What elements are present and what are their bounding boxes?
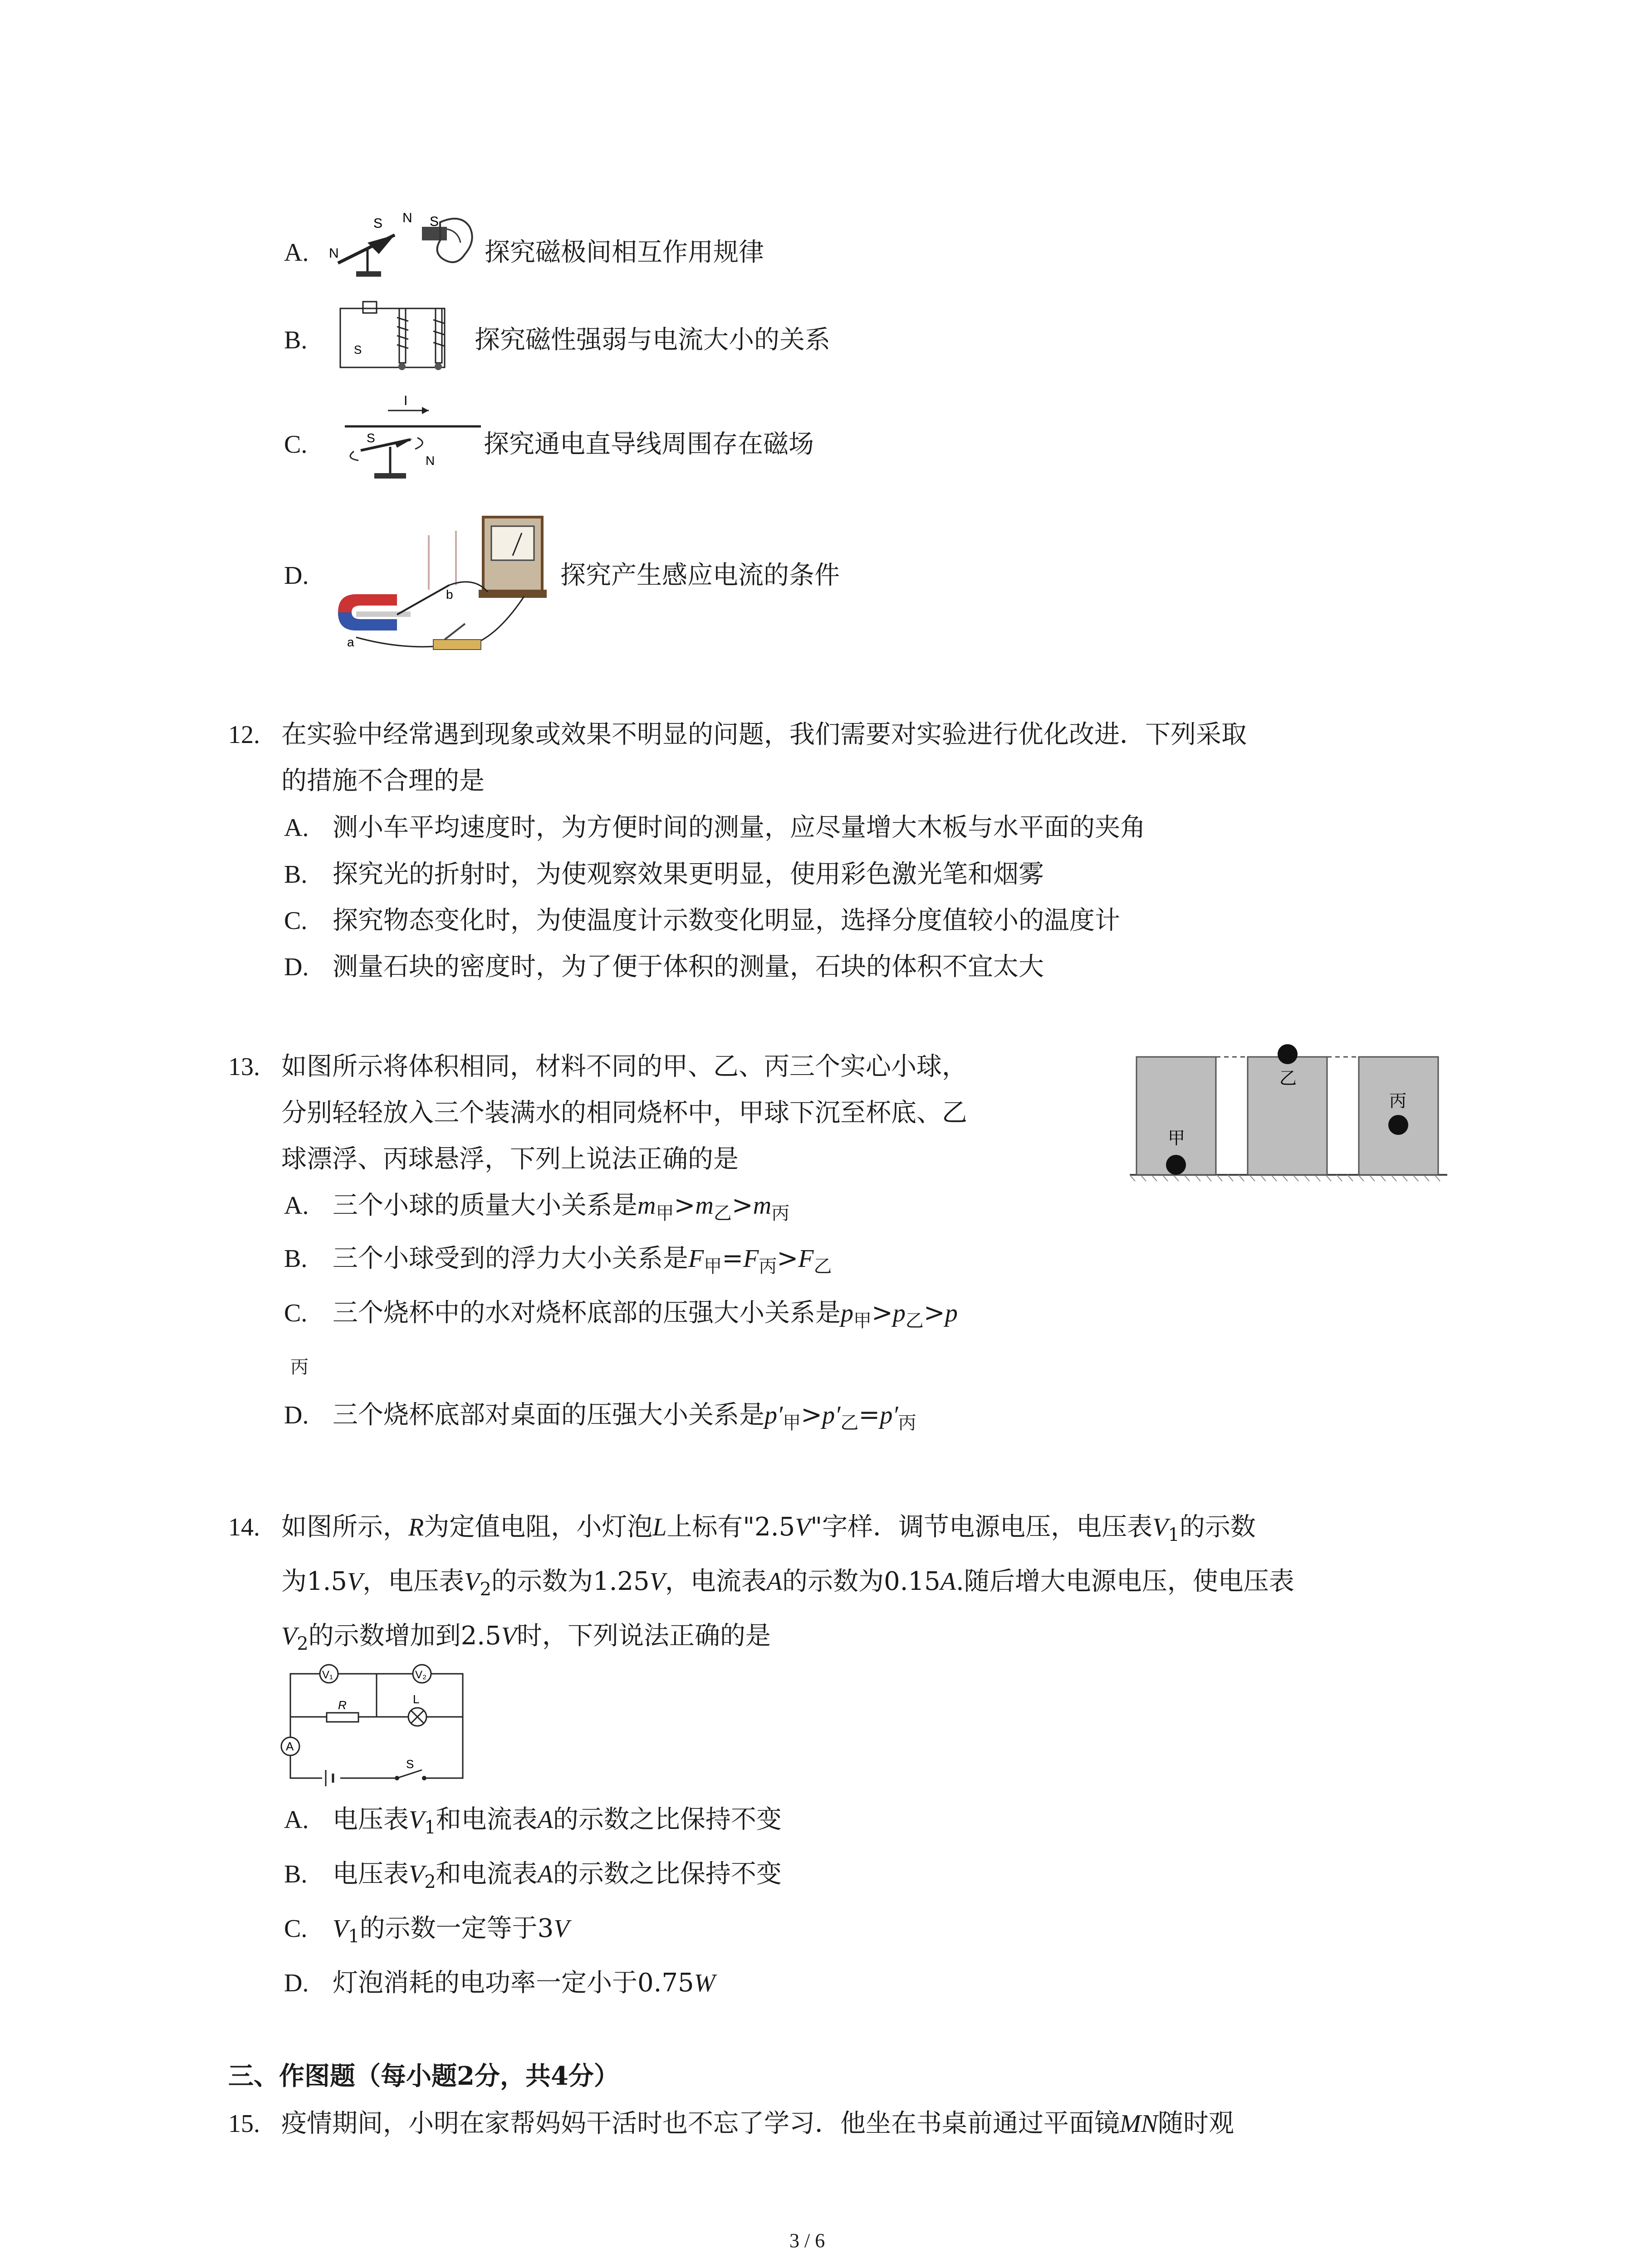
q13-option-c-prefix: 三个烧杯中的水对烧杯底部的压强大小关系是 — [333, 1298, 841, 1328]
text-run: 灯泡消耗的电功率一定小于0.75 — [333, 1968, 694, 1998]
math-subscript: 1 — [348, 1926, 360, 1947]
q11-fig-a-s1: S — [373, 216, 383, 231]
formula-symbol: p — [945, 1299, 958, 1327]
text-run: 为1.5 — [281, 1567, 348, 1596]
formula-symbol: p′ — [764, 1401, 783, 1429]
q15-number: 15. — [228, 2110, 260, 2138]
q14-option-b-label: B. — [284, 1860, 308, 1888]
math-var: MN — [1120, 2110, 1158, 2138]
text-run: 为定值电阻，小灯泡 — [424, 1512, 653, 1542]
q13-stem-line1: 如图所示将体积相同，材料不同的甲、乙、丙三个实心小球， — [281, 1052, 967, 1081]
q11-option-d-text: 探究产生感应电流的条件 — [560, 561, 840, 590]
text-run: 的示数一定等于3 — [359, 1914, 554, 1943]
q13-option-c-wrap: 丙 — [290, 1357, 309, 1378]
text-run: 时，下列说法正确的是 — [516, 1621, 771, 1651]
formula-subscript: 丙 — [771, 1203, 790, 1224]
math-var: V — [281, 1622, 297, 1650]
q15-stem — [281, 2109, 1234, 2138]
formula-symbol: m — [695, 1192, 714, 1220]
formula-subscript: 丙 — [898, 1413, 916, 1434]
text-run: 随时观 — [1158, 2109, 1234, 2138]
text-run: 的示数 — [1179, 1512, 1256, 1542]
formula-symbol: F — [798, 1245, 814, 1273]
q14-stem-line2 — [281, 1567, 1294, 1604]
q11-fig-c-n: N — [426, 454, 435, 468]
formula-subscript: 乙 — [813, 1256, 832, 1277]
q13-option-d-label: D. — [284, 1401, 309, 1429]
q12-stem-line1: 在实验中经常遇到现象或效果不明显的问题，我们需要对实验进行优化改进．下列采取 — [281, 720, 1247, 749]
formula-subscript: 丙 — [759, 1256, 777, 1277]
math-subscript: 2 — [297, 1633, 309, 1655]
q12-option-b-text: 探究光的折射时，为使观察效果更明显，使用彩色激光笔和烟雾 — [333, 860, 1044, 889]
math-var: V — [501, 1622, 517, 1650]
q14-stem-line1 — [281, 1513, 1256, 1549]
q14-stem-line3 — [281, 1622, 771, 1658]
q14-number: 14. — [228, 1513, 260, 1541]
q14-circuit-l: L — [413, 1692, 420, 1706]
text-run: "字样．调节电源电压，电压表 — [810, 1512, 1153, 1542]
q12-number: 12. — [228, 721, 260, 749]
q14-option-c — [333, 1914, 569, 1951]
q12-stem-line2: 的措施不合理的是 — [281, 766, 485, 796]
math-subscript: 1 — [424, 1817, 436, 1838]
q11-option-d-label: D. — [284, 562, 309, 590]
formula-symbol: p′ — [880, 1401, 898, 1429]
q13-option-d-prefix: 三个烧杯底部对桌面的压强大小关系是 — [333, 1400, 764, 1430]
q11-fig-c-s: S — [367, 431, 375, 445]
formula-symbol: F — [688, 1245, 704, 1273]
text-run: 和电流表 — [436, 1805, 538, 1834]
formula-symbol: p — [892, 1299, 906, 1327]
text-run: 电压表 — [333, 1805, 409, 1834]
q14-circuit-v1: V₁ — [322, 1669, 333, 1681]
q11-fig-a-magnets-hand — [324, 209, 481, 281]
q12-option-c-label: C. — [284, 907, 308, 935]
math-var: V — [1152, 1513, 1168, 1541]
q11-option-b-text: 探究磁性强弱与电流大小的关系 — [475, 325, 830, 355]
text-run: .随后增大电源电压，使电压表 — [955, 1567, 1294, 1596]
math-var: V — [795, 1513, 811, 1541]
text-run: 如图所示， — [281, 1512, 408, 1542]
formula-operator: > — [872, 1298, 893, 1328]
q11-fig-a-n1: N — [329, 246, 339, 261]
formula-subscript: 甲 — [704, 1256, 722, 1277]
q12-option-d-label: D. — [284, 953, 309, 981]
q13-fig-label-yi: 乙 — [1279, 1069, 1297, 1088]
q13-option-a — [333, 1191, 789, 1228]
formula-operator: > — [777, 1244, 798, 1273]
q13-option-c — [333, 1299, 958, 1335]
section-3-heading: 三、作图题（每小题2分，共4分） — [228, 2061, 619, 2091]
text-run: 的示数之比保持不变 — [553, 1859, 782, 1889]
math-var: A — [537, 1806, 553, 1834]
text-run: 和电流表 — [436, 1859, 538, 1889]
q13-option-a-label: A. — [284, 1192, 309, 1220]
formula-subscript: 甲 — [853, 1310, 872, 1332]
formula-operator: > — [923, 1298, 945, 1328]
q11-fig-c-i: I — [404, 393, 408, 408]
math-var: A — [537, 1860, 553, 1888]
formula-operator: = — [722, 1244, 744, 1273]
math-var: R — [408, 1513, 424, 1541]
q13-fig-label-jia: 甲 — [1168, 1129, 1185, 1148]
math-var: W — [694, 1969, 715, 1997]
q13-option-b-prefix: 三个小球受到的浮力大小关系是 — [333, 1244, 688, 1273]
page-number: 3 / 6 — [789, 2229, 825, 2252]
text-run: 的示数之比保持不变 — [553, 1805, 782, 1834]
q14-option-d-label: D. — [284, 1969, 309, 1997]
q14-circuit-s: S — [406, 1757, 414, 1771]
formula-subscript: 甲 — [656, 1203, 674, 1224]
q13-option-d — [333, 1401, 916, 1437]
q12-option-c-text: 探究物态变化时，为使温度计示数变化明显，选择分度值较小的温度计 — [333, 906, 1120, 935]
math-var: A — [940, 1568, 956, 1596]
formula-operator: = — [858, 1400, 880, 1430]
math-var: V — [649, 1568, 665, 1596]
q14-option-a — [333, 1805, 782, 1842]
q13-option-b-label: B. — [284, 1245, 308, 1273]
q11-fig-d-a: a — [347, 635, 354, 649]
math-var: V — [409, 1806, 425, 1834]
q11-option-a-label: A. — [284, 239, 309, 267]
q13-number: 13. — [228, 1053, 260, 1081]
q11-fig-b-electromagnet-circuit — [327, 295, 472, 376]
q13-option-c-label: C. — [284, 1299, 308, 1327]
formula-operator: > — [674, 1191, 696, 1220]
math-var: V — [464, 1568, 480, 1596]
q14-option-b — [333, 1860, 782, 1897]
text-run: 的示数增加到2.5 — [308, 1621, 501, 1651]
math-var: V — [554, 1915, 569, 1943]
q11-fig-d-induction-galvanometer — [329, 508, 556, 653]
text-run: 疫情期间，小明在家帮妈妈干活时也不忘了学习．他坐在书桌前通过平面镜 — [281, 2109, 1120, 2138]
q12-option-a-text: 测小车平均速度时，为方便时间的测量，应尽量增大木板与水平面的夹角 — [333, 813, 1146, 842]
math-subscript: 2 — [480, 1579, 491, 1600]
q13-stem-line3: 球漂浮、丙球悬浮，下列上说法正确的是 — [281, 1144, 739, 1174]
math-subscript: 2 — [424, 1872, 436, 1893]
q11-option-a-text: 探究磁极间相互作用规律 — [485, 238, 764, 267]
formula-subscript: 甲 — [783, 1413, 801, 1434]
math-var: V — [347, 1568, 363, 1596]
q11-fig-a-s2: S — [430, 214, 439, 229]
formula-symbol: F — [743, 1245, 759, 1273]
q13-figure-three-beakers — [1130, 1039, 1447, 1184]
q11-fig-c-wire-compass — [327, 383, 481, 483]
q12-option-d-text: 测量石块的密度时，为了便于体积的测量，石块的体积不宜太大 — [333, 952, 1044, 982]
text-run: 上标有"2.5 — [666, 1512, 795, 1542]
q13-option-b — [333, 1244, 832, 1281]
math-var: A — [766, 1568, 783, 1596]
q12-option-a-label: A. — [284, 814, 309, 842]
formula-operator: > — [801, 1400, 823, 1430]
math-subscript: 1 — [1168, 1525, 1180, 1546]
q13-stem-line2: 分别轻轻放入三个装满水的相同烧杯中，甲球下沉至杯底、乙 — [281, 1098, 967, 1128]
text-run: 的示数为1.25 — [491, 1567, 650, 1596]
q13-fig-label-bing: 丙 — [1389, 1092, 1407, 1111]
text-run: ，电流表 — [665, 1567, 767, 1596]
q14-circuit-diagram — [277, 1656, 476, 1787]
q11-option-b-label: B. — [284, 326, 308, 354]
formula-subscript: 乙 — [905, 1310, 924, 1332]
q11-fig-d-b: b — [446, 587, 453, 601]
q14-option-c-label: C. — [284, 1915, 308, 1943]
text-run: 电压表 — [333, 1859, 409, 1889]
q14-circuit-a: A — [286, 1740, 294, 1753]
formula-subscript: 乙 — [840, 1413, 859, 1434]
text-run: ，电压表 — [362, 1567, 465, 1596]
formula-symbol: p — [841, 1299, 853, 1327]
formula-subscript: 乙 — [713, 1203, 732, 1224]
formula-symbol: m — [753, 1192, 772, 1220]
q11-fig-b-s: S — [354, 343, 362, 357]
formula-operator: > — [731, 1191, 753, 1220]
q14-circuit-v2: V₂ — [415, 1669, 427, 1681]
math-var: L — [652, 1513, 667, 1541]
q11-option-c-label: C. — [284, 430, 308, 459]
math-var: V — [333, 1915, 348, 1943]
q14-option-a-label: A. — [284, 1806, 309, 1834]
q14-circuit-r: R — [338, 1698, 347, 1712]
q13-option-a-prefix: 三个小球的质量大小关系是 — [333, 1191, 637, 1220]
formula-symbol: m — [637, 1192, 656, 1220]
text-run: 的示数为0.15 — [782, 1567, 941, 1596]
math-var: V — [409, 1860, 425, 1888]
q12-option-b-label: B. — [284, 860, 308, 889]
formula-symbol: p′ — [822, 1401, 841, 1429]
q14-option-d — [333, 1969, 715, 1998]
q11-fig-a-n2: N — [402, 210, 412, 225]
q11-option-c-text: 探究通电直导线周围存在磁场 — [484, 430, 814, 459]
